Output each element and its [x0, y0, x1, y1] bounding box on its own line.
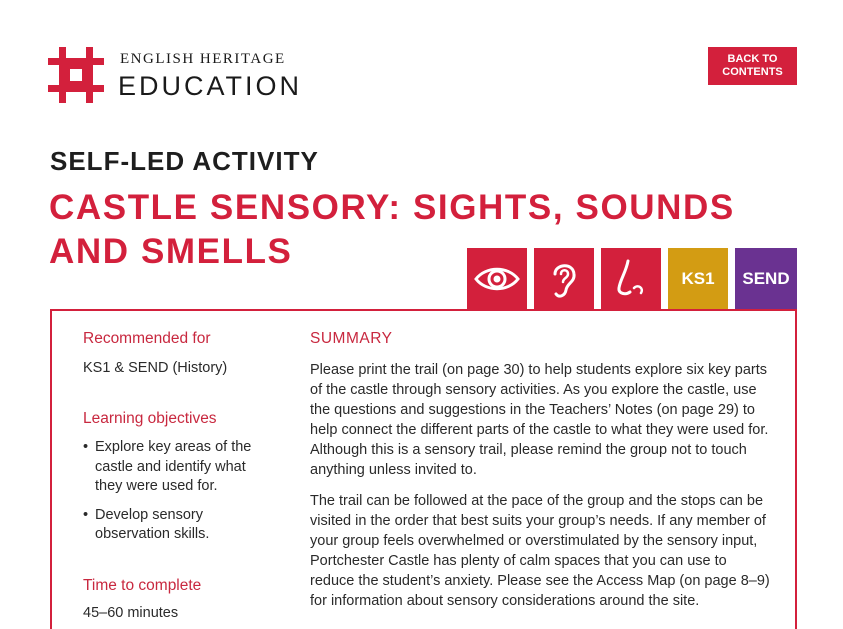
- sound-tile: [534, 248, 594, 309]
- brand-name: ENGLISH HERITAGE: [120, 51, 286, 67]
- sight-tile: [467, 248, 527, 309]
- send-badge: SEND: [735, 248, 797, 309]
- smell-tile: [601, 248, 661, 309]
- nose-icon: [614, 258, 648, 300]
- brand-section: EDUCATION: [118, 71, 303, 101]
- ks1-badge: KS1: [668, 248, 728, 309]
- eye-icon: [474, 264, 520, 294]
- english-heritage-logo-icon: [48, 47, 104, 103]
- time-value: 45–60 minutes: [83, 605, 179, 621]
- list-item: • Develop sensory observation skills.: [83, 506, 268, 545]
- list-item: • Explore key areas of the castle and identify what they were used for.: [83, 438, 268, 497]
- summary-heading: SUMMARY: [310, 330, 393, 347]
- objectives-heading: Learning objectives: [83, 410, 217, 427]
- ear-icon: [549, 258, 579, 300]
- page-kicker: SELF-LED ACTIVITY: [50, 146, 319, 176]
- recommended-heading: Recommended for: [83, 330, 211, 347]
- summary-paragraph: Please print the trail (on page 30) to help students explore six key parts of the castle through sensory activities. As you explore the castle, use the questions and suggestions in the Teachers’ Notes (on page 29) to help connect the different parts of the castle to what they were used for. Although this is a sensory trail, please remind the group not to touch anything unless invited to.: [310, 362, 769, 478]
- back-to-contents-button[interactable]: BACK TO CONTENTS: [708, 47, 797, 85]
- summary-paragraph: The trail can be followed at the pace of the group and the stops can be visited in the order that best suits your group’s needs. If any member of your group feels overwhelmed or overstimulated by the sensory input, Portchester Castle has plenty of calm spaces that you can use to reduce the student’s anxiety. Please see the Access Map (on page 8–9) for information about sensory considerations around the site.: [310, 493, 770, 609]
- time-heading: Time to complete: [83, 577, 202, 594]
- recommended-value: KS1 & SEND (History): [83, 360, 228, 376]
- objectives-list: [83, 438, 268, 554]
- page-title: CASTLE SENSORY: SIGHTS, SOUNDS AND SMELLS: [49, 188, 735, 271]
